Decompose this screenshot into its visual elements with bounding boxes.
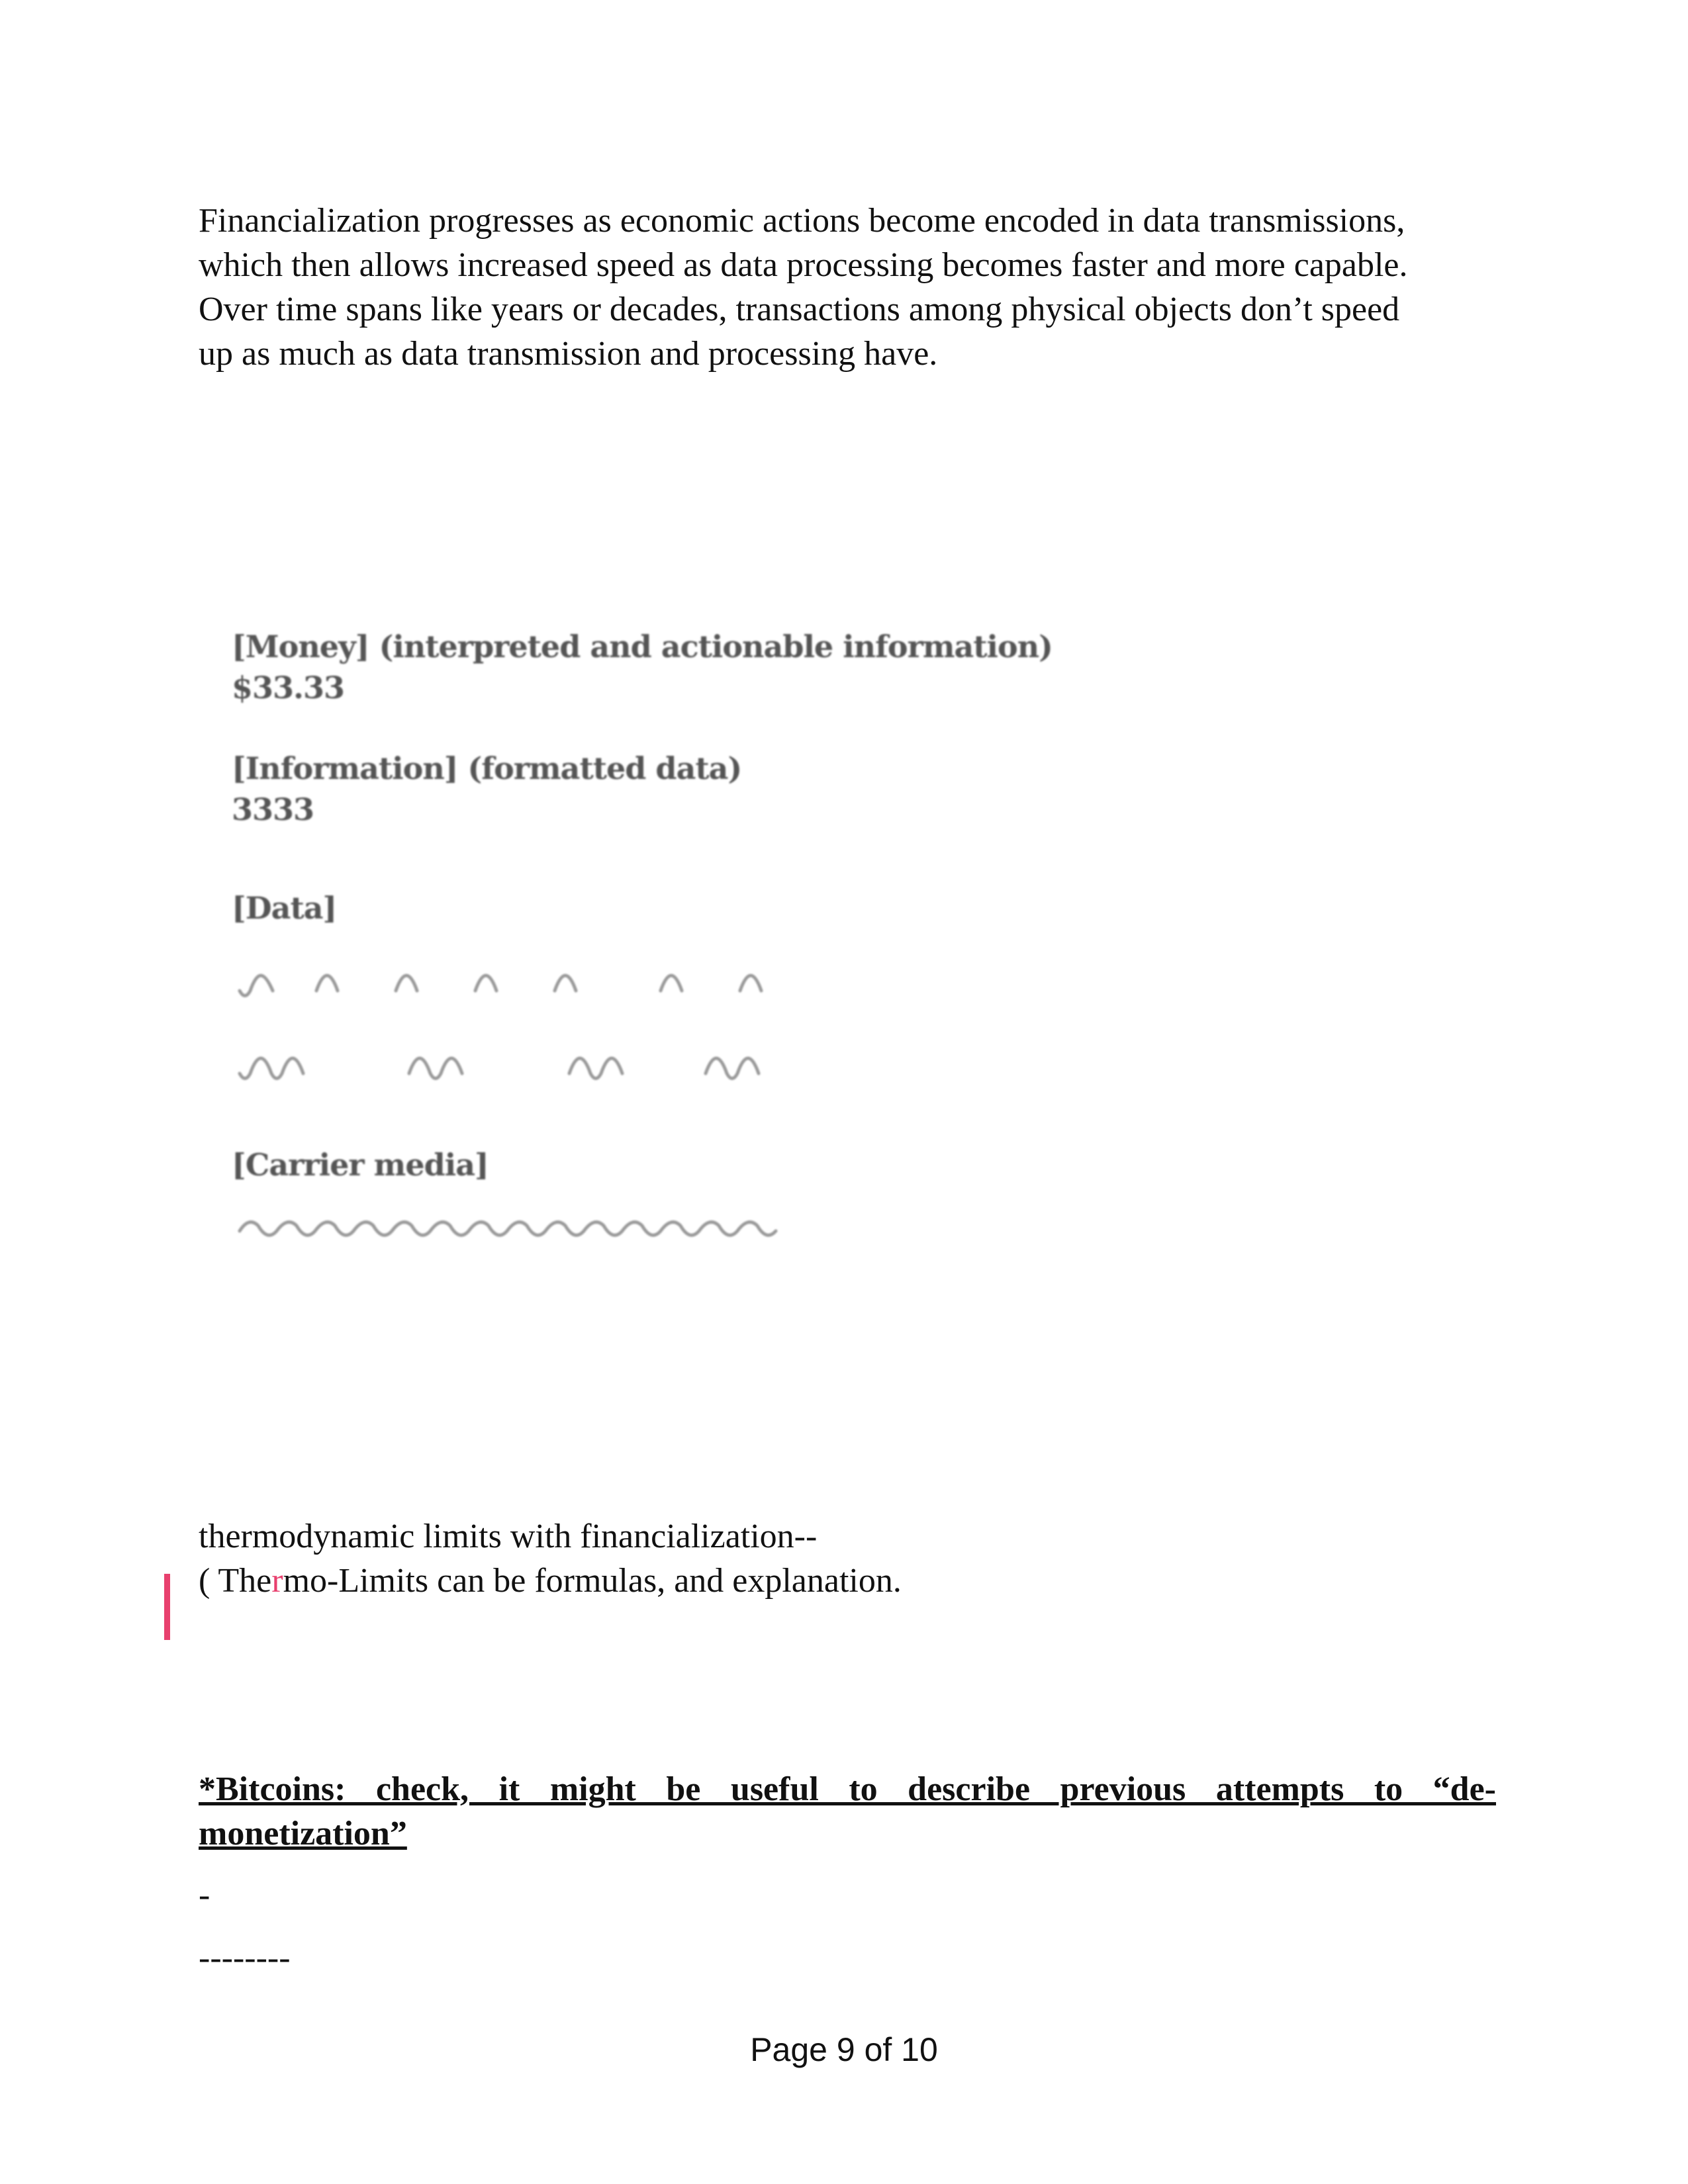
thermo-line-2-start: ( The [199,1562,272,1600]
thermo-line-2 [199,1559,902,1603]
data-heading: [Data] [232,890,337,926]
data-wave-row-2 [232,1050,788,1083]
carrier-heading: [Carrier media] [232,1147,489,1183]
revision-change-bar [164,1574,170,1640]
information-value: 3333 [232,792,314,827]
note-line-2: monetization” [199,1815,407,1852]
note-line-1: *Bitcoins: check, it might be useful to describe previous attempts to “de- [199,1770,1496,1808]
intro-line: Financialization progresses as economic actions become encoded in data transmissions, [199,202,1405,240]
dash-single: - [199,1876,211,1914]
data-wave-row-1 [232,968,788,1001]
dash-row: -------- [199,1939,291,1977]
thermo-line-1: thermodynamic limits with financialization-- [199,1518,818,1555]
intro-line: Over time spans like years or decades, transactions among physical objects don’t speed [199,291,1400,328]
tracked-change-letter: r [271,1562,283,1600]
information-heading: [Information] (formatted data) [232,751,742,786]
intro-paragraph [199,199,1496,376]
carrier-wave [232,1211,801,1244]
bitcoins-note [199,1767,1496,1856]
intro-line: which then allows increased speed as data processing becomes faster and more capable. [199,246,1408,284]
money-value: $33.33 [232,670,345,705]
page-number: Page 9 of 10 [750,2031,938,2068]
intro-line: up as much as data transmission and processing have. [199,335,938,373]
money-heading: [Money] (interpreted and actionable information) [232,629,1053,664]
thermo-line-2-end: mo-Limits can be formulas, and explanation. [283,1562,902,1600]
